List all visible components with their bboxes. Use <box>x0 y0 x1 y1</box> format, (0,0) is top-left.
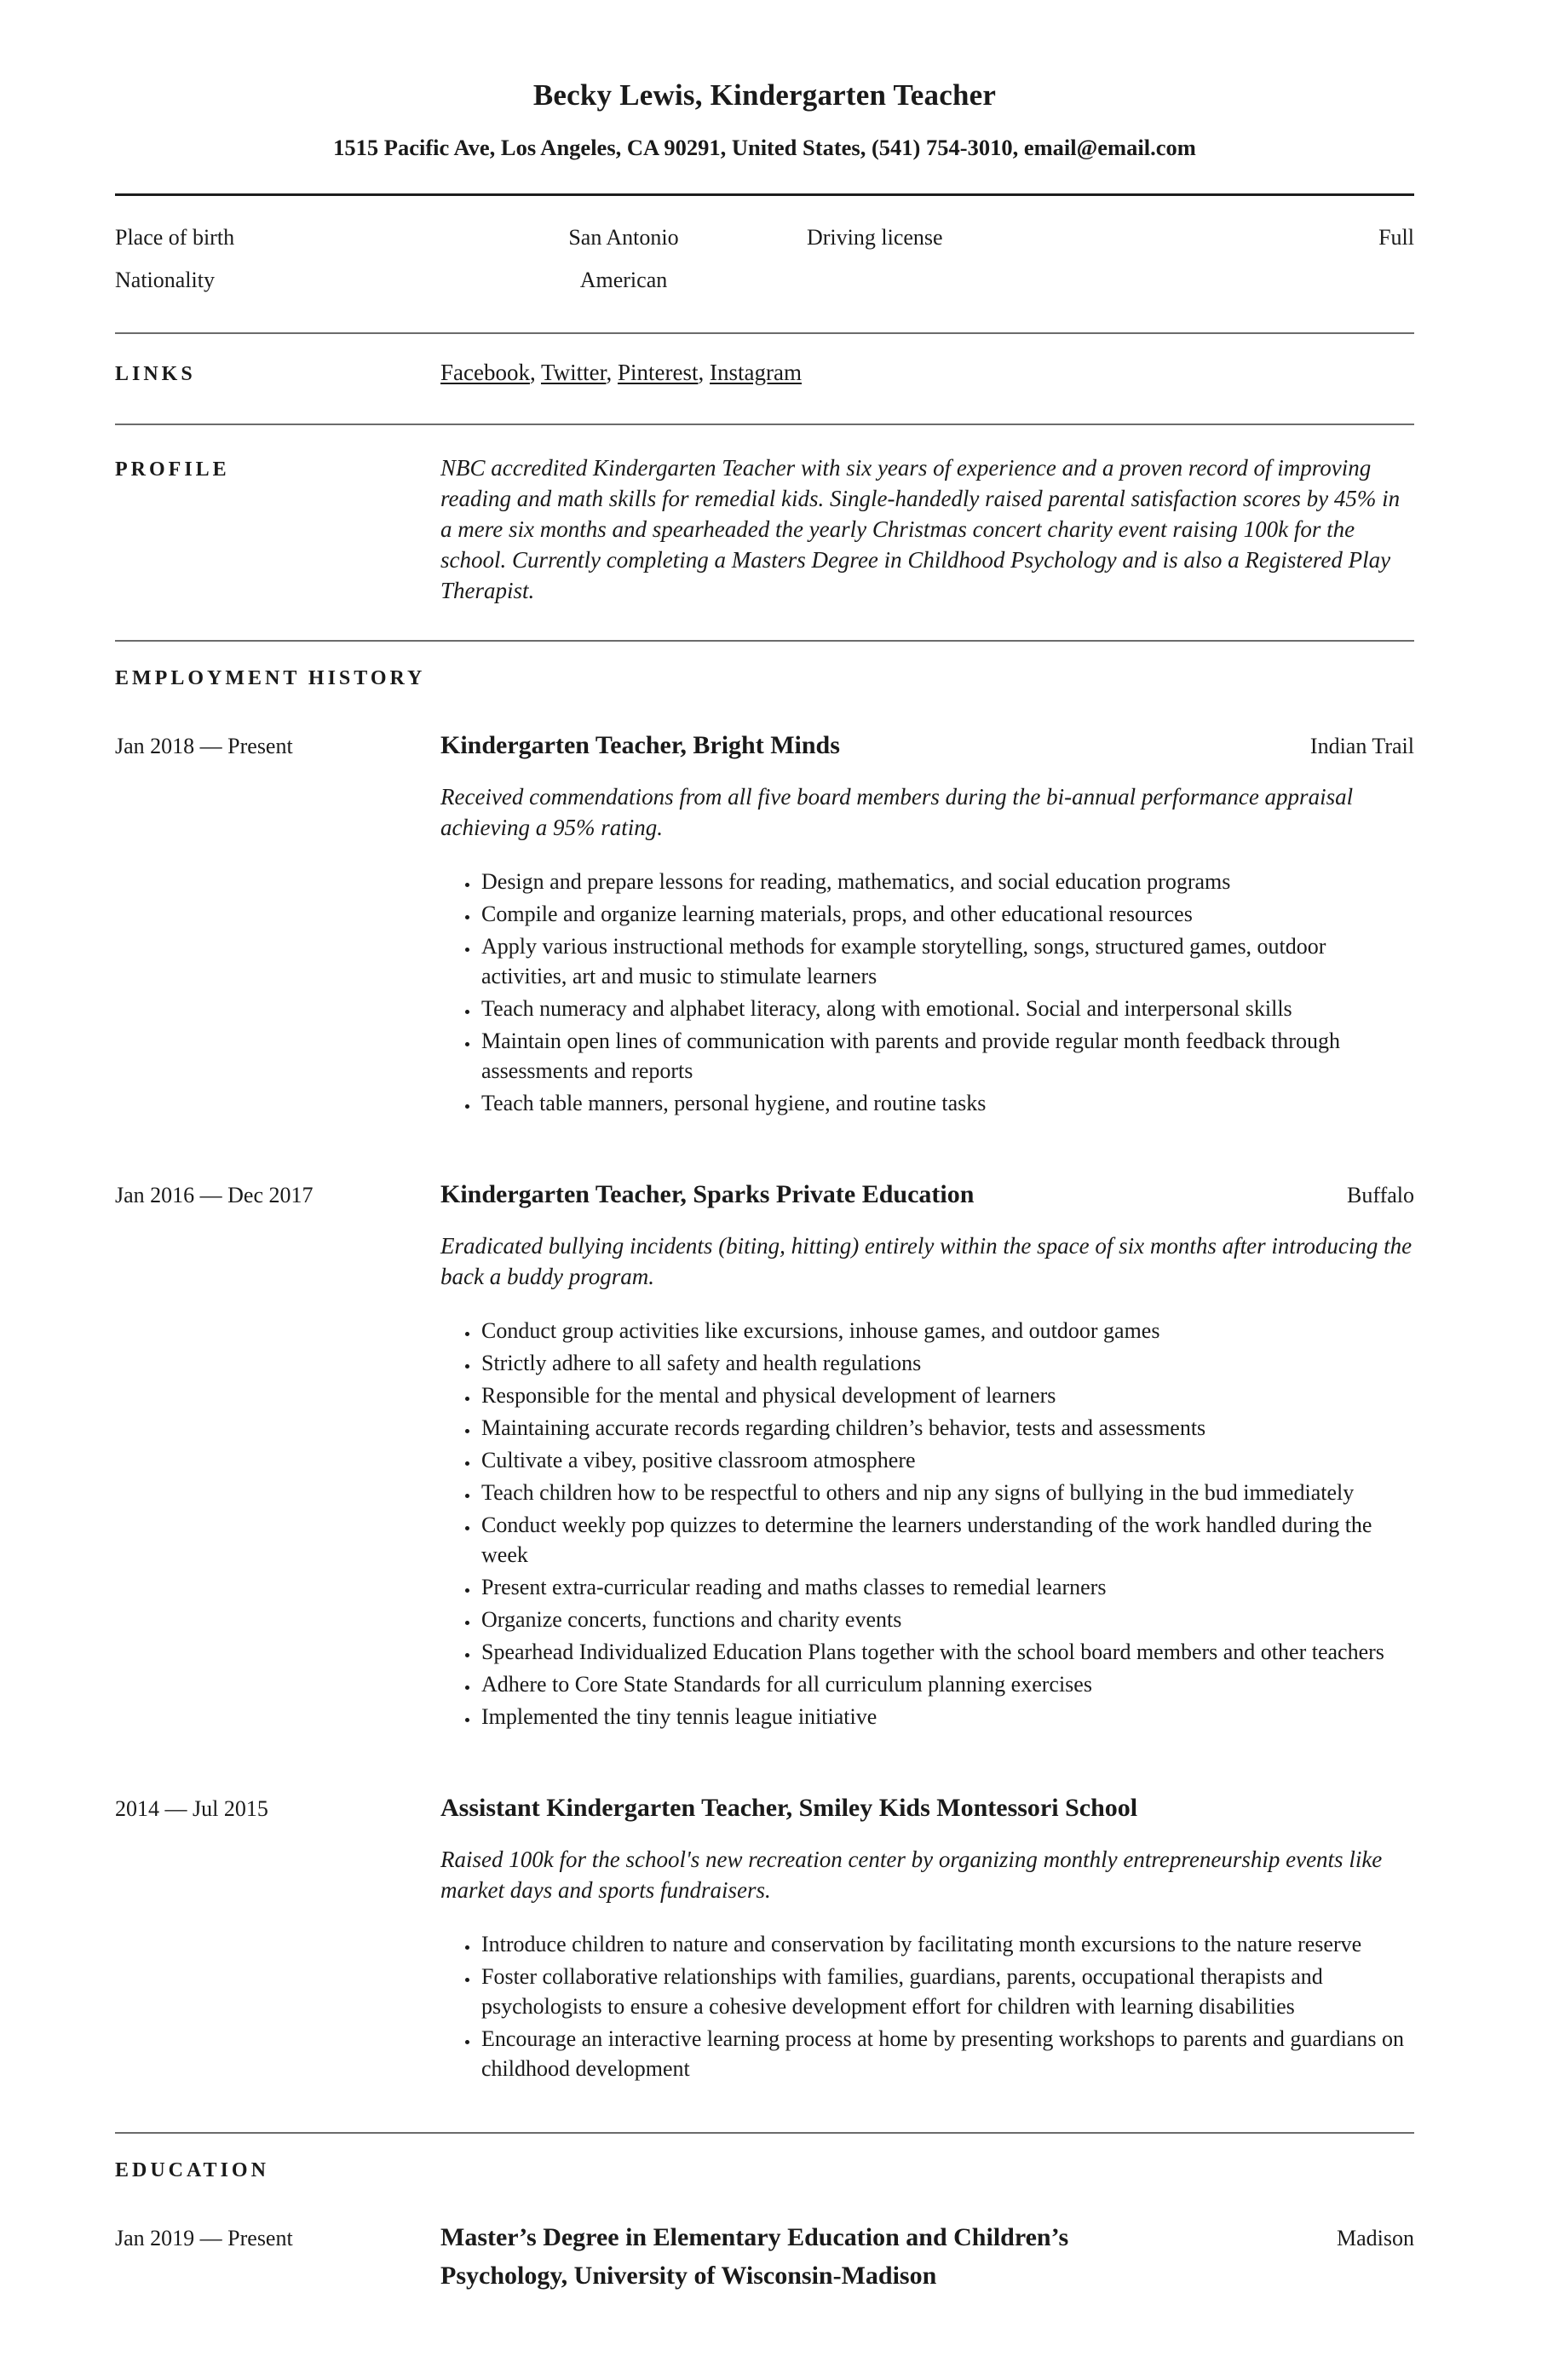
link-instagram[interactable]: Instagram <box>710 360 802 385</box>
driving-license-label: Driving license <box>807 225 943 250</box>
profile-heading: PROFILE <box>115 458 230 481</box>
link-pinterest[interactable]: Pinterest <box>618 360 699 385</box>
link-separator: , <box>606 360 618 385</box>
employment-heading: EMPLOYMENT HISTORY <box>115 667 426 689</box>
job-date: 2014 — Jul 2015 <box>115 1796 268 1821</box>
education-title: Master’s Degree in Elementary Education and Children’s Psychology, University of Wisconsin-Madison <box>440 2223 1069 2290</box>
job-summary: Received commendations from all five board members during the bi-annual performance appraisal achieving a 95% rating. <box>440 784 1354 840</box>
education-location: Madison <box>1337 2226 1414 2250</box>
job-bullet: • Teach children how to be respectful to others and nip any signs of bullying in the bud immediately <box>480 1478 1414 1507</box>
job-title: Assistant Kindergarten Teacher, Smiley Kids Montessori School <box>440 1794 1138 1822</box>
job-header <box>440 1175 1414 1213</box>
resume-header <box>115 78 1414 161</box>
link-facebook[interactable]: Facebook <box>440 360 530 385</box>
links-list <box>440 360 1414 386</box>
job-bullet: • Design and prepare lessons for reading, mathematics, and social education programs <box>480 867 1414 896</box>
job-bullet: • Maintaining accurate records regarding children’s behavior, tests and assessments <box>480 1413 1414 1443</box>
job-bullet: • Teach numeracy and alphabet literacy, along with emotional. Social and interpersonal skills <box>480 994 1414 1023</box>
job-bullet: • Compile and organize learning materials, props, and other educational resources <box>480 899 1414 929</box>
contact-line: 1515 Pacific Ave, Los Angeles, CA 90291, United States, (541) 754-3010, email@email.com <box>333 135 1196 160</box>
job-bullet: • Present extra-curricular reading and maths classes to remedial learners <box>480 1572 1414 1602</box>
job-entry <box>115 726 1414 1121</box>
job-bullet: • Responsible for the mental and physical development of learners <box>480 1380 1414 1410</box>
place-of-birth-label: Place of birth <box>115 225 235 250</box>
job-bullet: • Adhere to Core State Standards for all curriculum planning exercises <box>480 1669 1414 1699</box>
job-summary: Raised 100k for the school's new recreation center by organizing monthly entrepreneurship events like market days and sports fundraisers. <box>440 1847 1383 1903</box>
job-bullet: • Encourage an interactive learning process at home by presenting workshops to parents and guardians on childhood development <box>480 2024 1414 2083</box>
details-section <box>115 196 1414 332</box>
job-location: Buffalo <box>1347 1183 1414 1207</box>
job-bullet: • Spearhead Individualized Education Plans together with the school board members and other teachers <box>480 1637 1414 1667</box>
nationality-value: American <box>579 268 668 292</box>
education-entry <box>115 2218 1414 2295</box>
details-row <box>115 268 1414 293</box>
job-header <box>440 1789 1414 1827</box>
place-of-birth-value: San Antonio <box>568 225 679 250</box>
job-bullet: • Introduce children to nature and conservation by facilitating month excursions to the nature reserve <box>480 1929 1414 1959</box>
driving-license-value: Full <box>1378 225 1414 250</box>
link-separator: , <box>698 360 710 385</box>
job-bullet: • Foster collaborative relationships with families, guardians, parents, occupational therapists and psychologists to ensure a cohesive development effort for children with learning disabilities <box>480 1962 1414 2021</box>
details-row <box>115 225 1414 251</box>
job-title: Kindergarten Teacher, Sparks Private Education <box>440 1180 975 1208</box>
page-title: Becky Lewis, Kindergarten Teacher <box>532 78 997 112</box>
job-bullet: • Conduct weekly pop quizzes to determine the learners understanding of the work handled during the week <box>480 1510 1414 1570</box>
job-bullet: • Teach table manners, personal hygiene, and routine tasks <box>480 1088 1414 1118</box>
job-summary: Eradicated bullying incidents (biting, hitting) entirely within the space of six months after introducing the back a buddy program. <box>440 1233 1413 1289</box>
link-separator: , <box>529 360 541 385</box>
job-title: Kindergarten Teacher, Bright Minds <box>440 731 840 759</box>
job-bullets <box>440 867 1414 1118</box>
link-twitter[interactable]: Twitter <box>540 360 607 385</box>
links-section <box>115 334 1414 424</box>
job-bullet: • Cultivate a vibey, positive classroom atmosphere <box>480 1445 1414 1475</box>
education-header <box>440 2218 1414 2295</box>
education-heading: EDUCATION <box>115 2159 269 2181</box>
education-date: Jan 2019 — Present <box>115 2226 293 2250</box>
job-date: Jan 2018 — Present <box>115 734 293 758</box>
job-bullet: • Apply various instructional methods for example storytelling, songs, structured games, outdoor activities, art and music to stimulate learners <box>480 931 1414 991</box>
links-heading: LINKS <box>115 363 196 385</box>
job-bullet: • Maintain open lines of communication with parents and provide regular month feedback through assessments and reports <box>480 1026 1414 1086</box>
job-entry <box>115 1175 1414 1734</box>
profile-text: NBC accredited Kindergarten Teacher with six years of experience and a proven record of improving reading and math skills for remedial kids. Single-handedly raised parental satisfaction scores by 45% in a mere six months and spearheaded the yearly Christmas concert charity event raising 100k for the school. Currently completing a Masters Degree in Childhood Psychology and is also a Registered Play Therapist. <box>440 455 1401 603</box>
nationality-label: Nationality <box>115 268 215 292</box>
job-entry <box>115 1789 1414 2086</box>
job-bullets <box>440 1929 1414 2083</box>
job-date: Jan 2016 — Dec 2017 <box>115 1183 314 1207</box>
job-bullet: • Implemented the tiny tennis league initiative <box>480 1702 1414 1732</box>
education-section <box>115 2134 1414 2312</box>
profile-section <box>115 425 1414 640</box>
job-bullets <box>440 1316 1414 1732</box>
job-header <box>440 726 1414 764</box>
job-location: Indian Trail <box>1309 734 1414 758</box>
employment-section <box>115 642 1414 2132</box>
job-bullet: • Conduct group activities like excursions, inhouse games, and outdoor games <box>480 1316 1414 1346</box>
job-bullet: • Strictly adhere to all safety and health regulations <box>480 1348 1414 1378</box>
job-bullet: • Organize concerts, functions and charity events <box>480 1605 1414 1634</box>
